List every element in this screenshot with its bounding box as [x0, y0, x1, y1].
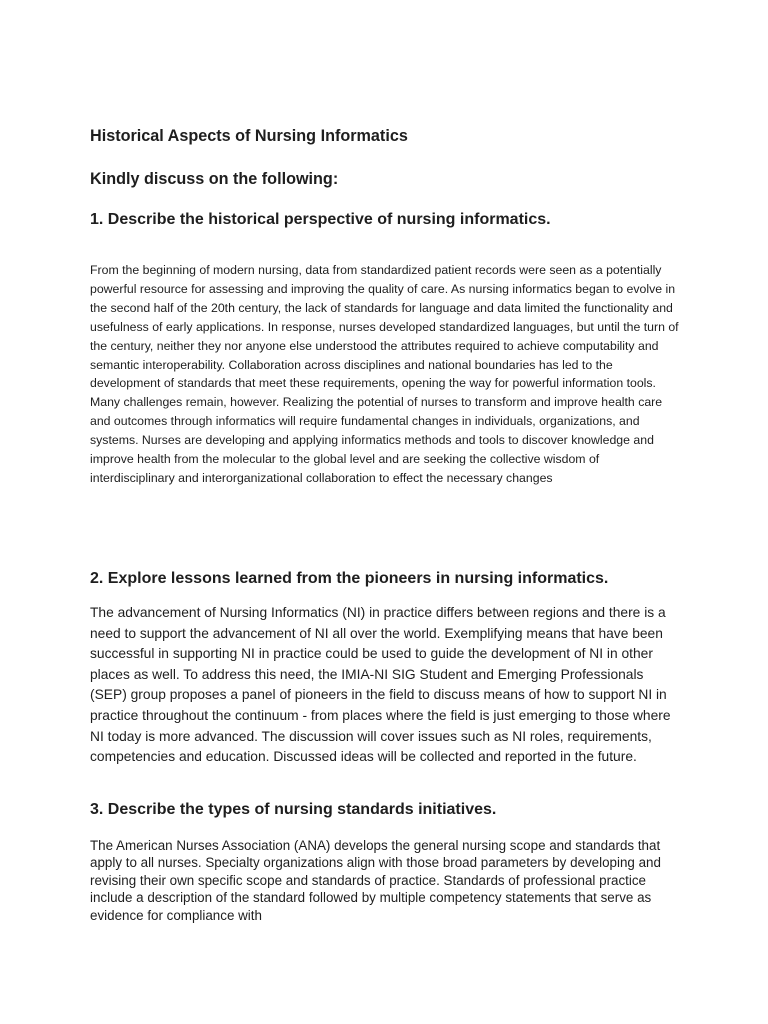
intro-heading: Kindly discuss on the following:	[90, 170, 339, 188]
question-3-answer: The American Nurses Association (ANA) develops the general nursing scope and standards that apply to all nurses. Specialty organizations align with those broad parameters by developing and revising their own specific scope and standards of practice. Standards of professional practice include a description of the standard followed by multiple competency statements that serve as evidence for compliance with	[90, 838, 661, 923]
document-title: Historical Aspects of Nursing Informatics	[90, 127, 408, 145]
question-2-answer: The advancement of Nursing Informatics (NI) in practice differs between regions and there is a need to support the advancement of NI all over the world. Exemplifying means that have been successful in supporting NI in practice could be used to guide the development of NI in other places as well. To address this need, the IMIA-NI SIG Student and Emerging Professionals (SEP) group proposes a panel of pioneers in the field to discuss means of how to support NI in practice throughout the continuum - from places where the field is just emerging to those where NI today is more advanced. The discussion will cover issues such as NI roles, requirements, competencies and education. Discussed ideas will be collected and reported in the future.	[90, 605, 671, 765]
question-1-answer: From the beginning of modern nursing, data from standardized patient records were seen as a potentially powerful resource for assessing and improving the quality of care. As nursing informatics began to evolve in the second half of the 20th century, the lack of standards for language and data limited the functionality and usefulness of early applications. In response, nurses developed standardized languages, but until the turn of the century, neither they nor anyone else understood the attributes required to achieve computability and semantic interoperability. Collaboration across disciplines and national boundaries has led to the development of standards that meet these requirements, opening the way for powerful information tools. Many challenges remain, however. Realizing the potential of nurses to transform and improve health care and outcomes through informatics will require fundamental changes in individuals, organizations, and systems. Nurses are developing and applying informatics methods and tools to discover knowledge and improve health from the molecular to the global level and are seeking the collective wisdom of interdisciplinary and interorganizational collaboration to effect the necessary changes	[90, 263, 679, 485]
question-1-heading: 1. Describe the historical perspective of nursing informatics.	[90, 211, 551, 228]
question-3-heading: 3. Describe the types of nursing standards initiatives.	[90, 801, 497, 818]
question-2-heading: 2. Explore lessons learned from the pioneers in nursing informatics.	[90, 570, 609, 587]
